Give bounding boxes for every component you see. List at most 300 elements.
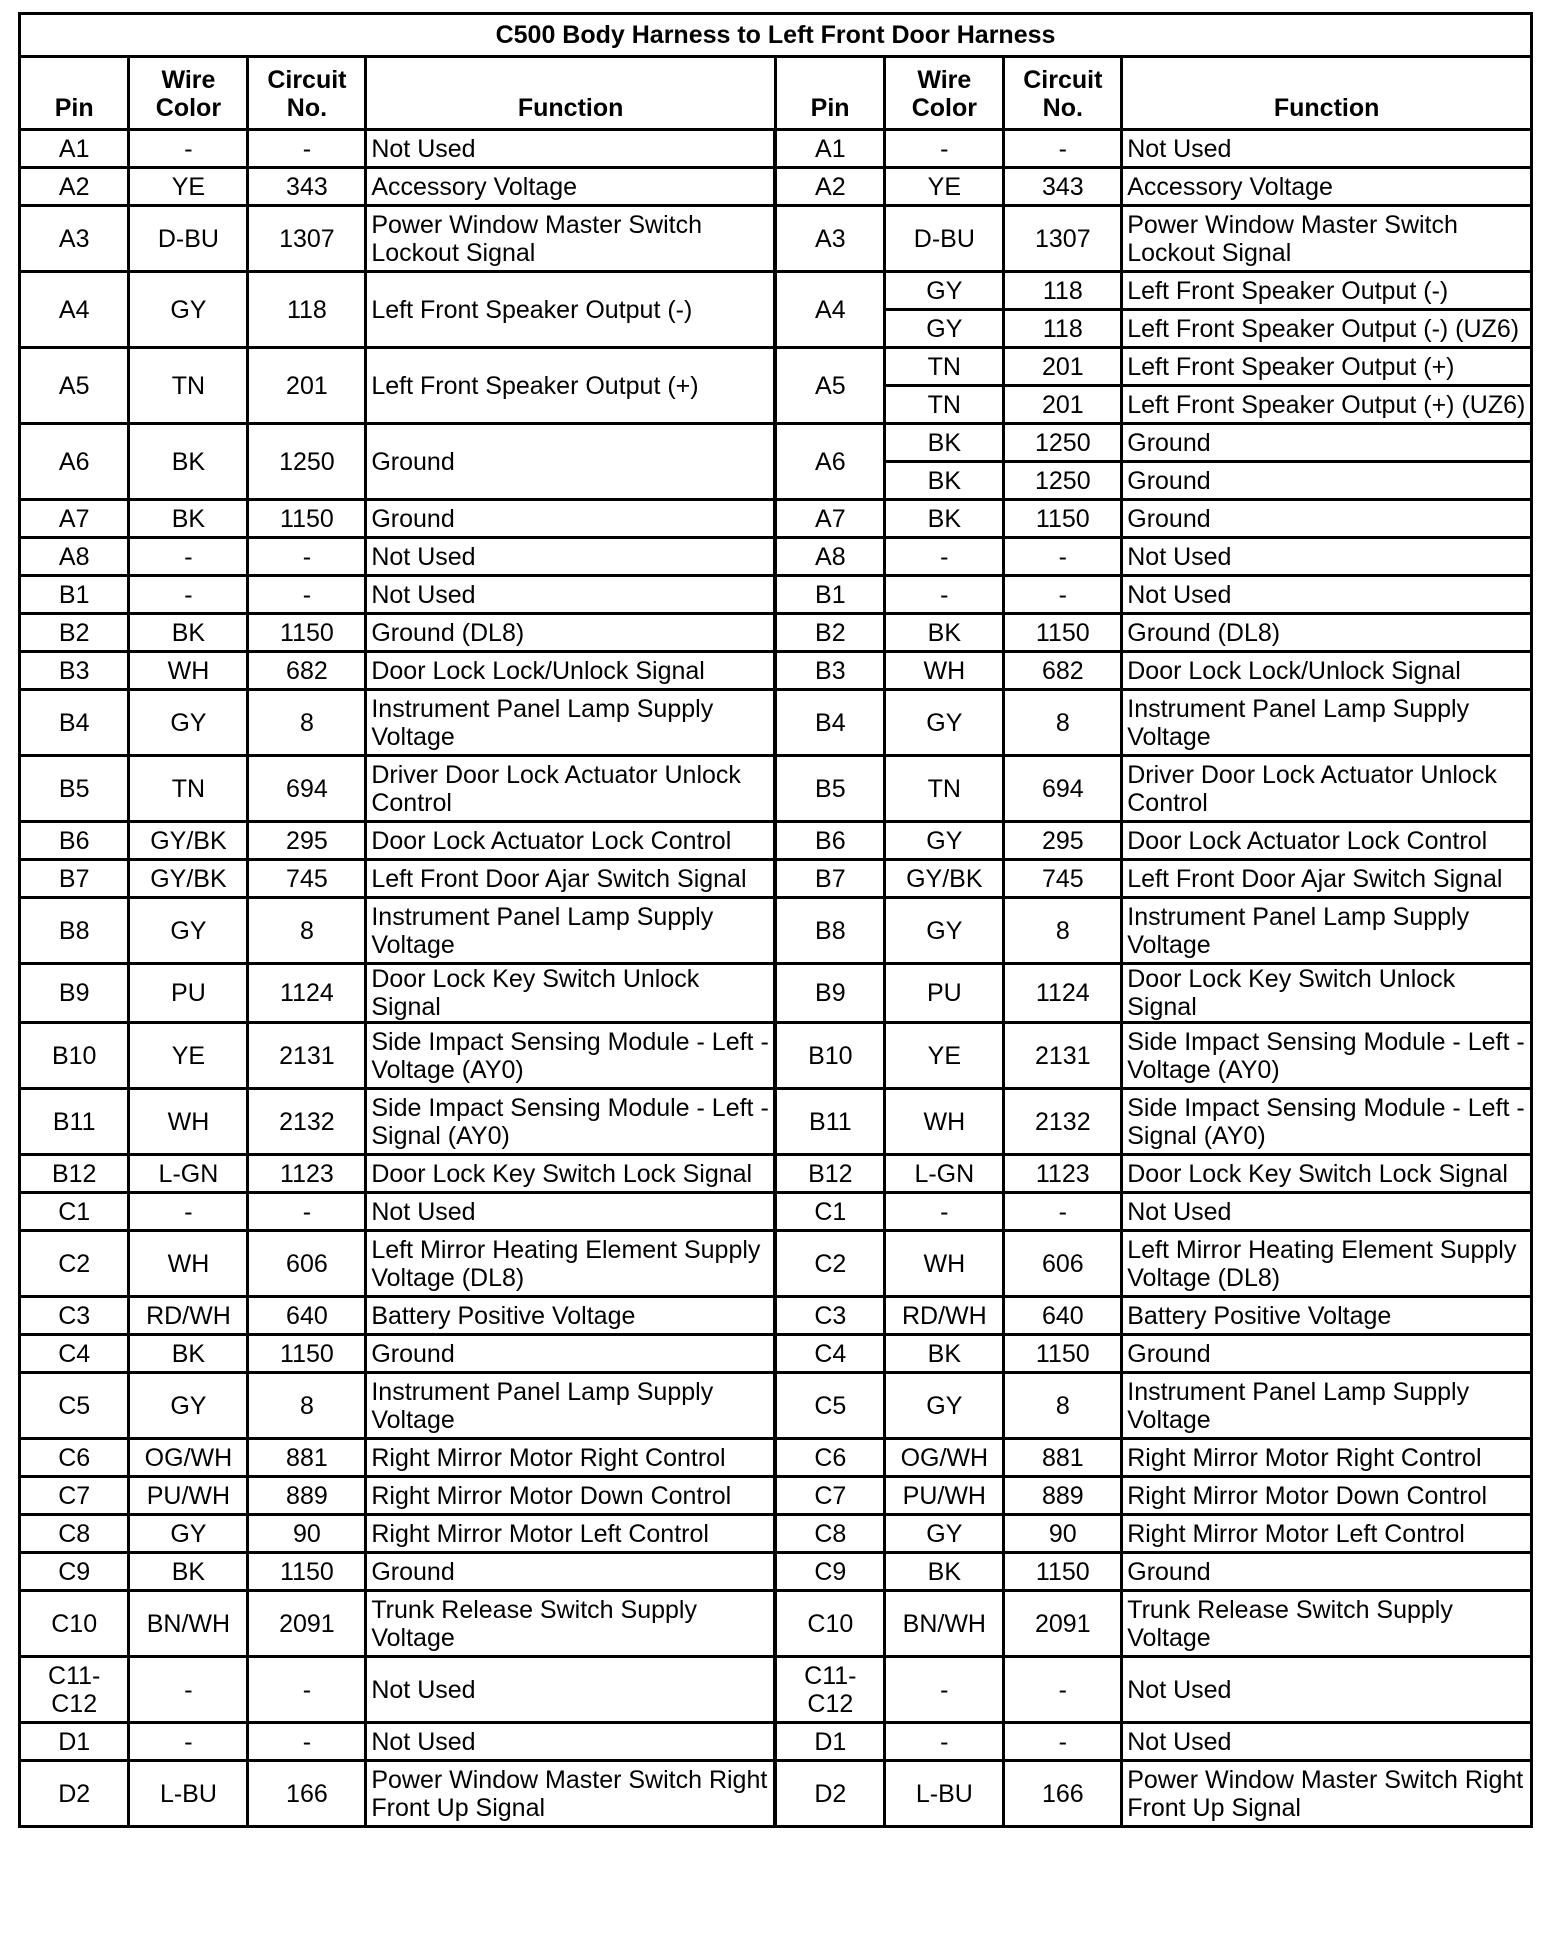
wire-color-cell-left: YE xyxy=(129,1023,248,1089)
wire-color-cell-right: GY xyxy=(885,1373,1004,1439)
wire-color-cell-right: BK xyxy=(885,614,1004,652)
wire-color-cell-right: WH xyxy=(885,1231,1004,1297)
pin-cell-right: B4 xyxy=(775,690,884,756)
table-row xyxy=(20,130,1532,168)
header-function-left: Function xyxy=(366,57,776,130)
circuit-cell-left: 1150 xyxy=(248,1335,366,1373)
pin-cell-left: A4 xyxy=(20,272,129,348)
wire-color-cell-right: GY xyxy=(885,822,1004,860)
function-line-1: Instrument Panel Lamp Supply xyxy=(1127,902,1470,931)
circuit-cell-left: 2132 xyxy=(248,1089,366,1155)
function-cell-left xyxy=(366,1591,776,1657)
pin-cell-left: A8 xyxy=(20,538,129,576)
wire-color-cell-left: - xyxy=(129,576,248,614)
function-cell-right xyxy=(1122,206,1532,272)
circuit-cell-right: 8 xyxy=(1004,898,1122,964)
pin-cell-left: C10 xyxy=(20,1591,129,1657)
wire-color-cell-left: WH xyxy=(129,652,248,690)
function-cell-left: Ground xyxy=(366,1553,776,1591)
function-line-2: Voltage (AY0) xyxy=(1127,1055,1280,1084)
connector-table-sheet xyxy=(18,12,1533,1828)
table-row xyxy=(20,168,1532,206)
table-row xyxy=(20,1335,1532,1373)
pin-cell-left: C4 xyxy=(20,1335,129,1373)
function-cell-right: Door Lock Key Switch Unlock Signal xyxy=(1122,964,1532,1023)
pin-cell-right: D2 xyxy=(775,1761,884,1827)
circuit-cell-right: 2091 xyxy=(1004,1591,1122,1657)
function-cell-right: Ground xyxy=(1122,500,1532,538)
pin-cell-left: C11- C12 xyxy=(20,1657,129,1723)
function-line-1: Instrument Panel Lamp Supply xyxy=(1127,694,1470,723)
pin-cell-right: B3 xyxy=(775,652,884,690)
table-row xyxy=(20,1477,1532,1515)
pin-cell-right: A3 xyxy=(775,206,884,272)
pin-cell-left: A5 xyxy=(20,348,129,424)
function-cell-left: Not Used xyxy=(366,1723,776,1761)
circuit-cell-right: 640 xyxy=(1004,1297,1122,1335)
wire-color-cell-left: GY/BK xyxy=(129,822,248,860)
wire-color-cell-right: WH xyxy=(885,652,1004,690)
pin-cell-right: A8 xyxy=(775,538,884,576)
wire-color-cell-right: PU/WH xyxy=(885,1477,1004,1515)
circuit-cell-left: 640 xyxy=(248,1297,366,1335)
circuit-cell-right: 881 xyxy=(1004,1439,1122,1477)
circuit-cell-right: 201 xyxy=(1004,348,1122,386)
function-cell-left: Ground xyxy=(366,1335,776,1373)
pin-cell-right: C1 xyxy=(775,1193,884,1231)
function-cell-right: Not Used xyxy=(1122,538,1532,576)
wire-color-cell-left: GY xyxy=(129,1373,248,1439)
wire-color-cell-left: - xyxy=(129,1723,248,1761)
function-cell-right: Not Used xyxy=(1122,130,1532,168)
pin-cell-left: A2 xyxy=(20,168,129,206)
wire-color-cell-left: L-GN xyxy=(129,1155,248,1193)
wire-color-cell-right: GY xyxy=(885,898,1004,964)
circuit-cell-left: 889 xyxy=(248,1477,366,1515)
pin-cell-left: C7 xyxy=(20,1477,129,1515)
circuit-cell-left: - xyxy=(248,130,366,168)
function-cell-right xyxy=(1122,1023,1532,1089)
pin-cell-right: B10 xyxy=(775,1023,884,1089)
function-cell-left: Door Lock Key Switch Unlock Signal xyxy=(366,964,776,1023)
table-body xyxy=(20,130,1532,1827)
wire-color-cell-left: BK xyxy=(129,424,248,500)
function-line-2: Voltage xyxy=(1127,1405,1211,1434)
wire-color-cell-left: BK xyxy=(129,1335,248,1373)
pin-cell-right: C3 xyxy=(775,1297,884,1335)
function-line-2: Lockout Signal xyxy=(1127,238,1292,267)
function-cell-right: Left Front Speaker Output (+) xyxy=(1122,348,1532,386)
pin-cell-right: C8 xyxy=(775,1515,884,1553)
pin-cell-left: D1 xyxy=(20,1723,129,1761)
pin-cell-right: B9 xyxy=(775,964,884,1023)
wire-color-cell-right: BK xyxy=(885,462,1004,500)
circuit-cell-right: 166 xyxy=(1004,1761,1122,1827)
circuit-cell-right: - xyxy=(1004,1657,1122,1723)
pin-cell-right: A1 xyxy=(775,130,884,168)
function-cell-right: Not Used xyxy=(1122,576,1532,614)
pin-cell-left: C6 xyxy=(20,1439,129,1477)
function-line-1: Left Mirror Heating Element Supply xyxy=(1127,1235,1517,1264)
table-row xyxy=(20,1761,1532,1827)
function-line-1: Trunk Release Switch Supply xyxy=(371,1595,697,1624)
pin-cell-right: A2 xyxy=(775,168,884,206)
circuit-cell-left: - xyxy=(248,576,366,614)
pin-cell-right: A7 xyxy=(775,500,884,538)
circuit-cell-left: 2131 xyxy=(248,1023,366,1089)
pin-cell-left: D2 xyxy=(20,1761,129,1827)
wire-color-cell-right: BN/WH xyxy=(885,1591,1004,1657)
function-cell-left: Accessory Voltage xyxy=(366,168,776,206)
circuit-cell-left: 8 xyxy=(248,690,366,756)
circuit-cell-left: 606 xyxy=(248,1231,366,1297)
function-cell-right: Door Lock Actuator Lock Control xyxy=(1122,822,1532,860)
pin-cell-right: A4 xyxy=(775,272,884,348)
pin-cell-left: B4 xyxy=(20,690,129,756)
circuit-cell-right: - xyxy=(1004,538,1122,576)
pin-cell-right: C5 xyxy=(775,1373,884,1439)
function-line-2: Voltage (AY0) xyxy=(371,1055,524,1084)
wire-color-cell-left: GY xyxy=(129,898,248,964)
header-function-right: Function xyxy=(1122,57,1532,130)
table-row xyxy=(20,614,1532,652)
circuit-cell-left: - xyxy=(248,1723,366,1761)
wire-color-cell-left: BK xyxy=(129,500,248,538)
wire-color-cell-right: - xyxy=(885,1657,1004,1723)
table-row xyxy=(20,1155,1532,1193)
wire-color-cell-right: GY xyxy=(885,272,1004,310)
pin-cell-left: B5 xyxy=(20,756,129,822)
header-wire-color-right: Wire Color xyxy=(885,57,1004,130)
circuit-cell-left: - xyxy=(248,538,366,576)
table-row xyxy=(20,538,1532,576)
function-cell-right: Right Mirror Motor Down Control xyxy=(1122,1477,1532,1515)
wire-color-cell-left: GY xyxy=(129,690,248,756)
table-row xyxy=(20,1553,1532,1591)
circuit-cell-left: 118 xyxy=(248,272,366,348)
function-line-1: Instrument Panel Lamp Supply xyxy=(371,902,714,931)
circuit-cell-right: 1307 xyxy=(1004,206,1122,272)
wire-color-cell-right: TN xyxy=(885,756,1004,822)
function-cell-right xyxy=(1122,1373,1532,1439)
pin-cell-right: C9 xyxy=(775,1553,884,1591)
function-cell-left xyxy=(366,690,776,756)
circuit-cell-right: 2131 xyxy=(1004,1023,1122,1089)
function-cell-left: Not Used xyxy=(366,1193,776,1231)
wire-color-cell-left: PU/WH xyxy=(129,1477,248,1515)
pin-cell-right: B11 xyxy=(775,1089,884,1155)
circuit-cell-right: 8 xyxy=(1004,690,1122,756)
function-line-2: Voltage (DL8) xyxy=(371,1263,525,1292)
function-line-2: Signal (AY0) xyxy=(371,1121,510,1150)
pin-cell-left: B12 xyxy=(20,1155,129,1193)
function-cell-left: Right Mirror Motor Down Control xyxy=(366,1477,776,1515)
circuit-cell-right: 118 xyxy=(1004,272,1122,310)
wire-color-cell-left: YE xyxy=(129,168,248,206)
pin-cell-left: C3 xyxy=(20,1297,129,1335)
header-row xyxy=(20,57,1532,130)
pin-cell-right: B2 xyxy=(775,614,884,652)
function-cell-right: Accessory Voltage xyxy=(1122,168,1532,206)
circuit-cell-left: 694 xyxy=(248,756,366,822)
pin-cell-left: B10 xyxy=(20,1023,129,1089)
function-cell-right xyxy=(1122,1761,1532,1827)
pin-cell-left: C1 xyxy=(20,1193,129,1231)
table-row xyxy=(20,898,1532,964)
pin-cell-left: C2 xyxy=(20,1231,129,1297)
circuit-cell-left: 1150 xyxy=(248,500,366,538)
pin-cell-right: B8 xyxy=(775,898,884,964)
function-cell-left: Ground xyxy=(366,424,776,500)
circuit-cell-right: 745 xyxy=(1004,860,1122,898)
function-cell-left xyxy=(366,1761,776,1827)
circuit-cell-left: 881 xyxy=(248,1439,366,1477)
table-row xyxy=(20,1591,1532,1657)
circuit-cell-left: 295 xyxy=(248,822,366,860)
function-cell-right: Not Used xyxy=(1122,1657,1532,1723)
function-line-1: Instrument Panel Lamp Supply xyxy=(371,694,714,723)
wire-color-cell-right: GY xyxy=(885,310,1004,348)
wire-color-cell-right: OG/WH xyxy=(885,1439,1004,1477)
pin-cell-left: B1 xyxy=(20,576,129,614)
header-circuit-no-left: Circuit No. xyxy=(248,57,366,130)
table-row xyxy=(20,206,1532,272)
function-cell-left: Left Front Speaker Output (-) xyxy=(366,272,776,348)
table-row xyxy=(20,860,1532,898)
circuit-cell-left: 8 xyxy=(248,1373,366,1439)
function-line-2: Front Up Signal xyxy=(371,1793,546,1822)
function-line-1: Power Window Master Switch xyxy=(371,210,702,239)
circuit-cell-right: - xyxy=(1004,576,1122,614)
wire-color-cell-right: - xyxy=(885,1193,1004,1231)
table-row xyxy=(20,822,1532,860)
pin-cell-left: C8 xyxy=(20,1515,129,1553)
function-cell-left: Door Lock Key Switch Lock Signal xyxy=(366,1155,776,1193)
function-cell-left xyxy=(366,1023,776,1089)
circuit-cell-right: 118 xyxy=(1004,310,1122,348)
function-cell-right xyxy=(1122,690,1532,756)
table-row xyxy=(20,348,1532,386)
function-cell-right: Right Mirror Motor Right Control xyxy=(1122,1439,1532,1477)
function-line-1: Left Mirror Heating Element Supply xyxy=(371,1235,761,1264)
function-cell-right: Left Front Speaker Output (-) (UZ6) xyxy=(1122,310,1532,348)
wire-color-cell-right: BK xyxy=(885,1553,1004,1591)
circuit-cell-right: - xyxy=(1004,1723,1122,1761)
wire-color-cell-right: TN xyxy=(885,386,1004,424)
wire-color-cell-left: WH xyxy=(129,1231,248,1297)
function-cell-left: Not Used xyxy=(366,130,776,168)
header-wire-color-left: Wire Color xyxy=(129,57,248,130)
wire-color-cell-left: L-BU xyxy=(129,1761,248,1827)
function-cell-left xyxy=(366,898,776,964)
function-line-2: Voltage xyxy=(371,930,455,959)
wire-color-cell-left: TN xyxy=(129,756,248,822)
function-cell-right: Ground xyxy=(1122,462,1532,500)
circuit-cell-left: - xyxy=(248,1657,366,1723)
circuit-cell-right: 343 xyxy=(1004,168,1122,206)
wire-color-cell-right: GY xyxy=(885,690,1004,756)
circuit-cell-left: 8 xyxy=(248,898,366,964)
pin-cell-right: A6 xyxy=(775,424,884,500)
wire-color-cell-left: WH xyxy=(129,1089,248,1155)
wire-color-cell-left: BN/WH xyxy=(129,1591,248,1657)
circuit-cell-left: 745 xyxy=(248,860,366,898)
function-cell-right xyxy=(1122,898,1532,964)
table-row xyxy=(20,1089,1532,1155)
function-line-1: Power Window Master Switch xyxy=(1127,210,1458,239)
function-line-1: Side Impact Sensing Module - Left - xyxy=(1127,1027,1525,1056)
wire-color-cell-left: - xyxy=(129,1657,248,1723)
wire-color-cell-right: - xyxy=(885,130,1004,168)
table-row xyxy=(20,1193,1532,1231)
pin-cell-left: B11 xyxy=(20,1089,129,1155)
function-line-1: Instrument Panel Lamp Supply xyxy=(371,1377,714,1406)
function-line-2: Voltage xyxy=(371,1405,455,1434)
function-cell-right: Ground xyxy=(1122,424,1532,462)
circuit-cell-right: - xyxy=(1004,1193,1122,1231)
function-line-2: Voltage xyxy=(1127,1623,1211,1652)
function-cell-right: Left Front Speaker Output (-) xyxy=(1122,272,1532,310)
pin-cell-right: C10 xyxy=(775,1591,884,1657)
circuit-cell-left: 343 xyxy=(248,168,366,206)
pin-cell-left: B3 xyxy=(20,652,129,690)
wire-color-cell-left: GY xyxy=(129,1515,248,1553)
function-cell-right: Ground xyxy=(1122,1335,1532,1373)
circuit-cell-right: 8 xyxy=(1004,1373,1122,1439)
function-line-2: Voltage xyxy=(1127,930,1211,959)
circuit-cell-right: 889 xyxy=(1004,1477,1122,1515)
wire-color-cell-left: BK xyxy=(129,614,248,652)
function-cell-left: Right Mirror Motor Left Control xyxy=(366,1515,776,1553)
wire-color-cell-right: - xyxy=(885,1723,1004,1761)
function-cell-right: Left Front Speaker Output (+) (UZ6) xyxy=(1122,386,1532,424)
function-cell-left: Door Lock Actuator Lock Control xyxy=(366,822,776,860)
wire-color-cell-right: L-BU xyxy=(885,1761,1004,1827)
pin-cell-right: C7 xyxy=(775,1477,884,1515)
wire-color-cell-left: GY/BK xyxy=(129,860,248,898)
function-cell-right xyxy=(1122,1591,1532,1657)
pin-cell-left: A1 xyxy=(20,130,129,168)
function-line-2: Voltage xyxy=(371,722,455,751)
function-line-2: Lockout Signal xyxy=(371,238,536,267)
wire-color-cell-left: BK xyxy=(129,1553,248,1591)
function-cell-left: Ground xyxy=(366,500,776,538)
function-line-1: Side Impact Sensing Module - Left - xyxy=(1127,1093,1525,1122)
circuit-cell-right: 295 xyxy=(1004,822,1122,860)
circuit-cell-right: 201 xyxy=(1004,386,1122,424)
header-pin-left: Pin xyxy=(20,57,129,130)
function-cell-left: Door Lock Lock/Unlock Signal xyxy=(366,652,776,690)
circuit-cell-left: 166 xyxy=(248,1761,366,1827)
function-cell-left: Battery Positive Voltage xyxy=(366,1297,776,1335)
wire-color-cell-right: YE xyxy=(885,1023,1004,1089)
table-title: C500 Body Harness to Left Front Door Harness xyxy=(20,14,1532,57)
circuit-cell-left: 1123 xyxy=(248,1155,366,1193)
wire-color-cell-left: OG/WH xyxy=(129,1439,248,1477)
pin-cell-right: B12 xyxy=(775,1155,884,1193)
function-cell-right xyxy=(1122,1089,1532,1155)
table-row xyxy=(20,272,1532,310)
circuit-cell-right: 1250 xyxy=(1004,424,1122,462)
function-cell-right: Battery Positive Voltage xyxy=(1122,1297,1532,1335)
pin-cell-right: C11- C12 xyxy=(775,1657,884,1723)
circuit-cell-right: 1124 xyxy=(1004,964,1122,1023)
function-cell-left: Not Used xyxy=(366,538,776,576)
pin-cell-left: C9 xyxy=(20,1553,129,1591)
function-cell-left xyxy=(366,1373,776,1439)
table-row xyxy=(20,576,1532,614)
circuit-cell-left: 1150 xyxy=(248,1553,366,1591)
function-cell-right: Left Front Door Ajar Switch Signal xyxy=(1122,860,1532,898)
wire-color-cell-right: TN xyxy=(885,348,1004,386)
function-cell-left: Left Front Door Ajar Switch Signal xyxy=(366,860,776,898)
circuit-cell-right: 606 xyxy=(1004,1231,1122,1297)
function-cell-right: Right Mirror Motor Left Control xyxy=(1122,1515,1532,1553)
wire-color-cell-left: - xyxy=(129,130,248,168)
function-line-1: Driver Door Lock Actuator Unlock xyxy=(1127,760,1497,789)
pin-cell-right: D1 xyxy=(775,1723,884,1761)
wire-color-cell-right: YE xyxy=(885,168,1004,206)
function-cell-right: Door Lock Key Switch Lock Signal xyxy=(1122,1155,1532,1193)
function-line-2: Control xyxy=(371,788,452,817)
circuit-cell-left: 1124 xyxy=(248,964,366,1023)
table-row xyxy=(20,1373,1532,1439)
pin-cell-left: A3 xyxy=(20,206,129,272)
function-line-2: Voltage xyxy=(1127,722,1211,751)
pin-cell-left: A6 xyxy=(20,424,129,500)
wire-color-cell-right: WH xyxy=(885,1089,1004,1155)
circuit-cell-right: 1150 xyxy=(1004,1335,1122,1373)
function-cell-left xyxy=(366,1089,776,1155)
wire-color-cell-left: PU xyxy=(129,964,248,1023)
circuit-cell-right: 90 xyxy=(1004,1515,1122,1553)
function-cell-left: Left Front Speaker Output (+) xyxy=(366,348,776,424)
table-row xyxy=(20,690,1532,756)
circuit-cell-left: - xyxy=(248,1193,366,1231)
wire-color-cell-left: TN xyxy=(129,348,248,424)
pin-cell-left: B6 xyxy=(20,822,129,860)
wire-color-cell-left: - xyxy=(129,538,248,576)
table-row xyxy=(20,1439,1532,1477)
function-line-2: Control xyxy=(1127,788,1208,817)
table-row xyxy=(20,1723,1532,1761)
table-row xyxy=(20,756,1532,822)
function-cell-left: Not Used xyxy=(366,576,776,614)
wire-color-cell-right: GY/BK xyxy=(885,860,1004,898)
table-row xyxy=(20,1657,1532,1723)
wire-color-cell-right: GY xyxy=(885,1515,1004,1553)
wire-color-cell-right: D-BU xyxy=(885,206,1004,272)
circuit-cell-right: 1150 xyxy=(1004,500,1122,538)
wire-color-cell-right: BK xyxy=(885,424,1004,462)
connector-pinout-table xyxy=(18,12,1533,1828)
circuit-cell-right: 2132 xyxy=(1004,1089,1122,1155)
table-row xyxy=(20,1023,1532,1089)
wire-color-cell-right: L-GN xyxy=(885,1155,1004,1193)
function-cell-left xyxy=(366,206,776,272)
circuit-cell-right: 1150 xyxy=(1004,1553,1122,1591)
pin-cell-right: A5 xyxy=(775,348,884,424)
table-row xyxy=(20,1297,1532,1335)
wire-color-cell-left: D-BU xyxy=(129,206,248,272)
function-cell-right: Not Used xyxy=(1122,1723,1532,1761)
circuit-cell-left: 1307 xyxy=(248,206,366,272)
pin-cell-left: B8 xyxy=(20,898,129,964)
circuit-cell-right: 1150 xyxy=(1004,614,1122,652)
pin-cell-right: C4 xyxy=(775,1335,884,1373)
function-line-2: Voltage xyxy=(371,1623,455,1652)
header-pin-right: Pin xyxy=(775,57,884,130)
